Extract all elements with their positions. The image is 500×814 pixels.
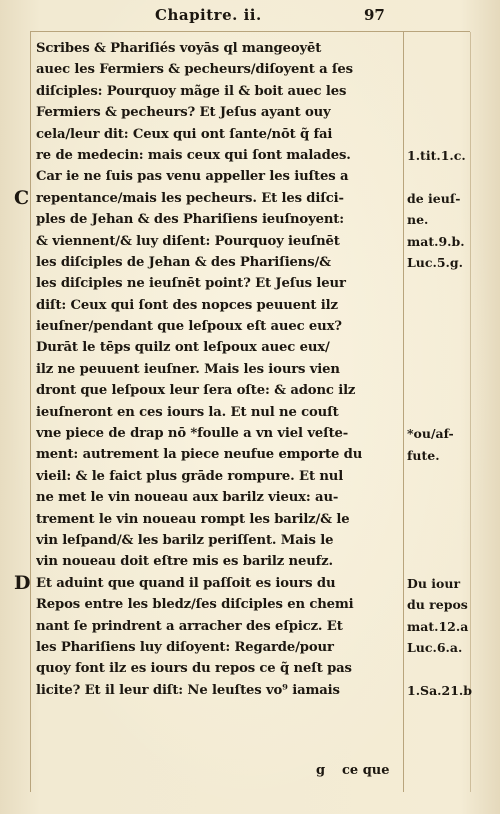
text-line: vne piece de drap nō *foulle a vn viel veſte- (36, 426, 349, 442)
text-line: les Phariſiens luy diſoyent: Regarde/pour (36, 639, 334, 655)
margin-note: fute. (407, 447, 440, 463)
text-line: Repos entre les bledz/ſes diſciples en chemi (36, 597, 354, 613)
text-line: Et aduint que quand il paſſoit es iours du (36, 575, 336, 591)
text-line: les diſciples ne ieuſnēt point? Et Jeſus leur (36, 276, 346, 292)
margin-note: 1.Sa.21.b (407, 683, 473, 698)
margin-note: de ieuſ- (407, 190, 461, 206)
text-line: auec les Fermiers & pecheurs/diſoyent a ſes (36, 62, 353, 78)
text-line: Scribes & Phariſiés voyās ql mangeoyēt (36, 41, 322, 56)
text-line: ne met le vin noueau aux barilz vieux: au- (36, 490, 339, 506)
text-line: licite? Et il leur diſt: Ne leuſtes vo⁹ iamais (36, 682, 340, 698)
text-line: Car ie ne ſuis pas venu appeller les iuſtes a (36, 169, 349, 185)
text-line: ilz ne peuuent ieuſner. Mais les iours vien (36, 361, 340, 377)
right-margin-rule (403, 32, 404, 792)
text-line: Fermiers & pecheurs? Et Jeſus ayant ouy (36, 105, 331, 121)
paragraph-mark: D (14, 572, 31, 594)
margin-note: mat.9.b. (407, 233, 465, 249)
margin-note: du repos (407, 597, 468, 613)
body-text-column (36, 38, 402, 701)
signature-mark: g (316, 763, 326, 778)
text-line: dront que leſpoux leur ſera oſte: & adonc ilz (36, 383, 356, 399)
text-line: Durāt le tēps quilz ont leſpoux auec eux/ (36, 340, 330, 356)
left-margin-rule (30, 32, 31, 792)
margin-note: Luc.6.a. (407, 640, 463, 656)
text-line: cela/leur dit: Ceux qui ont ſante/nōt q̃ fai (36, 126, 333, 142)
top-rule (30, 31, 470, 32)
text-line: repentance/mais les pecheurs. Et les diſci- (36, 190, 344, 206)
text-line: vin leſpand/& les barilz periſſent. Mais le (36, 532, 334, 548)
running-head (0, 6, 500, 28)
text-line: nant ſe prindrent a arracher des eſpicz. Et (36, 618, 343, 634)
catchword: ce que (342, 763, 390, 778)
text-line: vin noueau doit eſtre mis es barilz neufz. (36, 554, 333, 570)
text-line: diſt: Ceux qui ſont des nopces peuuent ilz (36, 297, 338, 313)
paragraph-mark: C (14, 186, 30, 209)
text-line: & viennent/& luy diſent: Pourquoy ieuſnēt (36, 233, 340, 249)
text-line: quoy font ilz es iours du repos ce q̃ neſt pas (36, 661, 352, 677)
text-line: les diſciples de Jehan & des Phariſiens/& (36, 254, 331, 270)
margin-note: 1.tit.1.c. (407, 148, 466, 163)
margin-note: Du iour (407, 576, 461, 591)
text-line: ieuſneront en ces iours la. Et nul ne couſt (36, 404, 339, 420)
text-line: ment: autrement la piece neufue emporte du (36, 447, 363, 463)
margin-note: ne. (407, 212, 429, 228)
margin-note: mat.12.a (407, 618, 469, 634)
text-line: vieil: & le faict plus grāde rompure. Et nul (36, 468, 344, 484)
text-line: ples de Jehan & des Phariſiens ieuſnoyent: (36, 212, 344, 228)
margin-note: Luc.5.g. (407, 255, 463, 270)
text-line: re de medecin: mais ceux qui ſont malades. (36, 147, 351, 163)
text-line: trement le vin noueau rompt les barilz/& le (36, 511, 350, 527)
text-line: diſciples: Pourquoy mãge il & boit auec les (36, 83, 347, 99)
chapter-heading: Chapitre. ii. (155, 6, 262, 24)
folio-number: 97 (364, 6, 385, 24)
margin-note: *ou/af- (407, 426, 454, 442)
text-line: ieuſner/pendant que leſpoux eſt auec eux? (36, 319, 342, 335)
